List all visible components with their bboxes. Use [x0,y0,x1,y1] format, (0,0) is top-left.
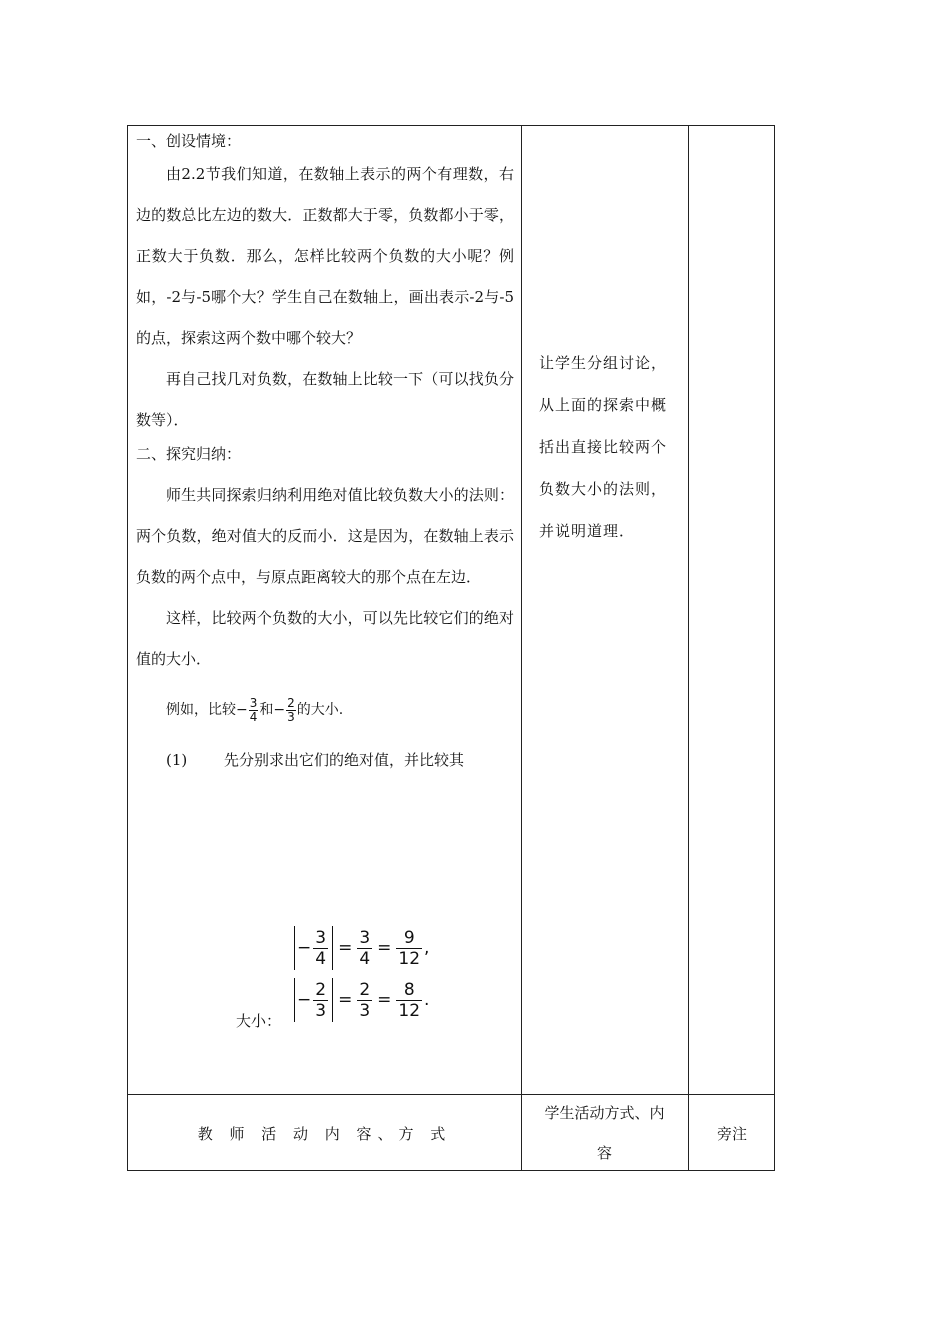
student-activity-cell [539,342,689,552]
example-and: 和 [259,702,274,718]
footer-student-label-line1: 学生活动方式、内 [544,1104,665,1122]
lesson-table [127,125,775,1171]
equation-row [292,922,429,974]
punctuation: . [424,990,430,1010]
equals-sign: = [338,938,353,958]
fraction [286,697,296,724]
footer-note-label: 旁注 [716,1124,747,1143]
student-activity-line: 从上面的探索中概 [539,396,668,414]
equation-row [292,974,429,1026]
equals-sign: = [338,990,353,1010]
fraction-denominator: 3 [359,1000,371,1021]
footer-student-label-line2: 容 [596,1144,612,1162]
minus-sign: − [297,990,312,1010]
fraction-sign: − [273,702,286,718]
column-divider [688,126,689,1170]
abs-bar [332,926,333,970]
fraction [357,928,372,969]
step-tail-text: 大小： [236,1012,282,1030]
fraction-numerator: 8 [396,980,422,1001]
section2-heading: 二、探究归纳： [136,445,242,463]
section2-para1: 师生共同探索归纳利用绝对值比较负数大小的法则：两个负数，绝对值大的反而小．这是因为，在数轴上表示负数的两个点中，与原点距离较大的那个点在左边． [136,486,514,586]
equals-sign: = [377,990,392,1010]
fraction-numerator: 3 [359,927,371,948]
section1-heading: 一、创设情境： [136,132,242,150]
section1-para1: 由2.2节我们知道，在数轴上表示的两个有理数，右边的数总比左边的数大．正数都大于零，负数都小于零，正数大于负数．那么，怎样比较两个负数的大小呢？例如，-2与-5哪个大？学生自己在数轴上，画出表示-2与-5的点，探索这两个数中哪个较大？ [136,165,514,347]
fraction-denominator: 3 [315,1000,327,1021]
fraction-denominator: 12 [398,1000,421,1021]
fraction [396,980,422,1021]
example-suffix: 的大小. [296,702,344,718]
step-text: 先分别求出它们的绝对值，并比较其 [224,751,465,769]
fraction-numerator: 2 [359,979,371,1000]
fraction-sign: − [236,702,248,718]
fraction-numerator: 2 [287,695,295,710]
example-prefix: 例如，比较 [166,702,236,718]
column-divider [521,126,522,1170]
fraction [396,928,422,969]
minus-sign: − [297,938,312,958]
fraction [249,697,259,724]
fraction-numerator: 2 [315,979,327,1000]
step-1 [136,740,514,780]
fraction [357,980,372,1021]
student-activity-line: 并说明道理． [539,522,636,540]
punctuation: , [424,938,430,958]
fraction-denominator: 4 [315,948,327,969]
fraction-denominator: 4 [359,948,371,969]
fraction-denominator: 3 [287,709,295,724]
example-line [136,680,514,740]
absolute-value-equations [292,922,429,1026]
fraction-denominator: 4 [249,709,258,724]
footer-student-column-header [521,1094,688,1172]
teacher-activity-cell [136,128,514,780]
section1-para2: 再自己找几对负数，在数轴上比较一下（可以找负分数等）． [136,370,514,429]
footer-note-column-header [688,1094,776,1172]
step-number: (1) [166,751,188,769]
equals-sign: = [377,938,392,958]
fraction-numerator: 3 [249,695,258,710]
fraction-denominator: 12 [398,948,421,969]
footer-teacher-column-header [128,1094,521,1172]
student-activity-line: 括出直接比较两个 [539,438,668,456]
abs-bar [294,926,295,970]
abs-bar [294,978,295,1022]
footer-teacher-label: 教 师 活 动 内 容、方 式 [197,1124,452,1143]
student-activity-line: 负数大小的法则， [539,480,668,498]
fraction-numerator: 9 [396,928,422,949]
section2-para2: 这样，比较两个负数的大小，可以先比较它们的绝对值的大小． [136,609,514,668]
fraction [313,928,328,969]
fraction-numerator: 3 [315,927,327,948]
fraction [313,980,328,1021]
student-activity-line: 让学生分组讨论， [539,354,668,372]
abs-bar [332,978,333,1022]
